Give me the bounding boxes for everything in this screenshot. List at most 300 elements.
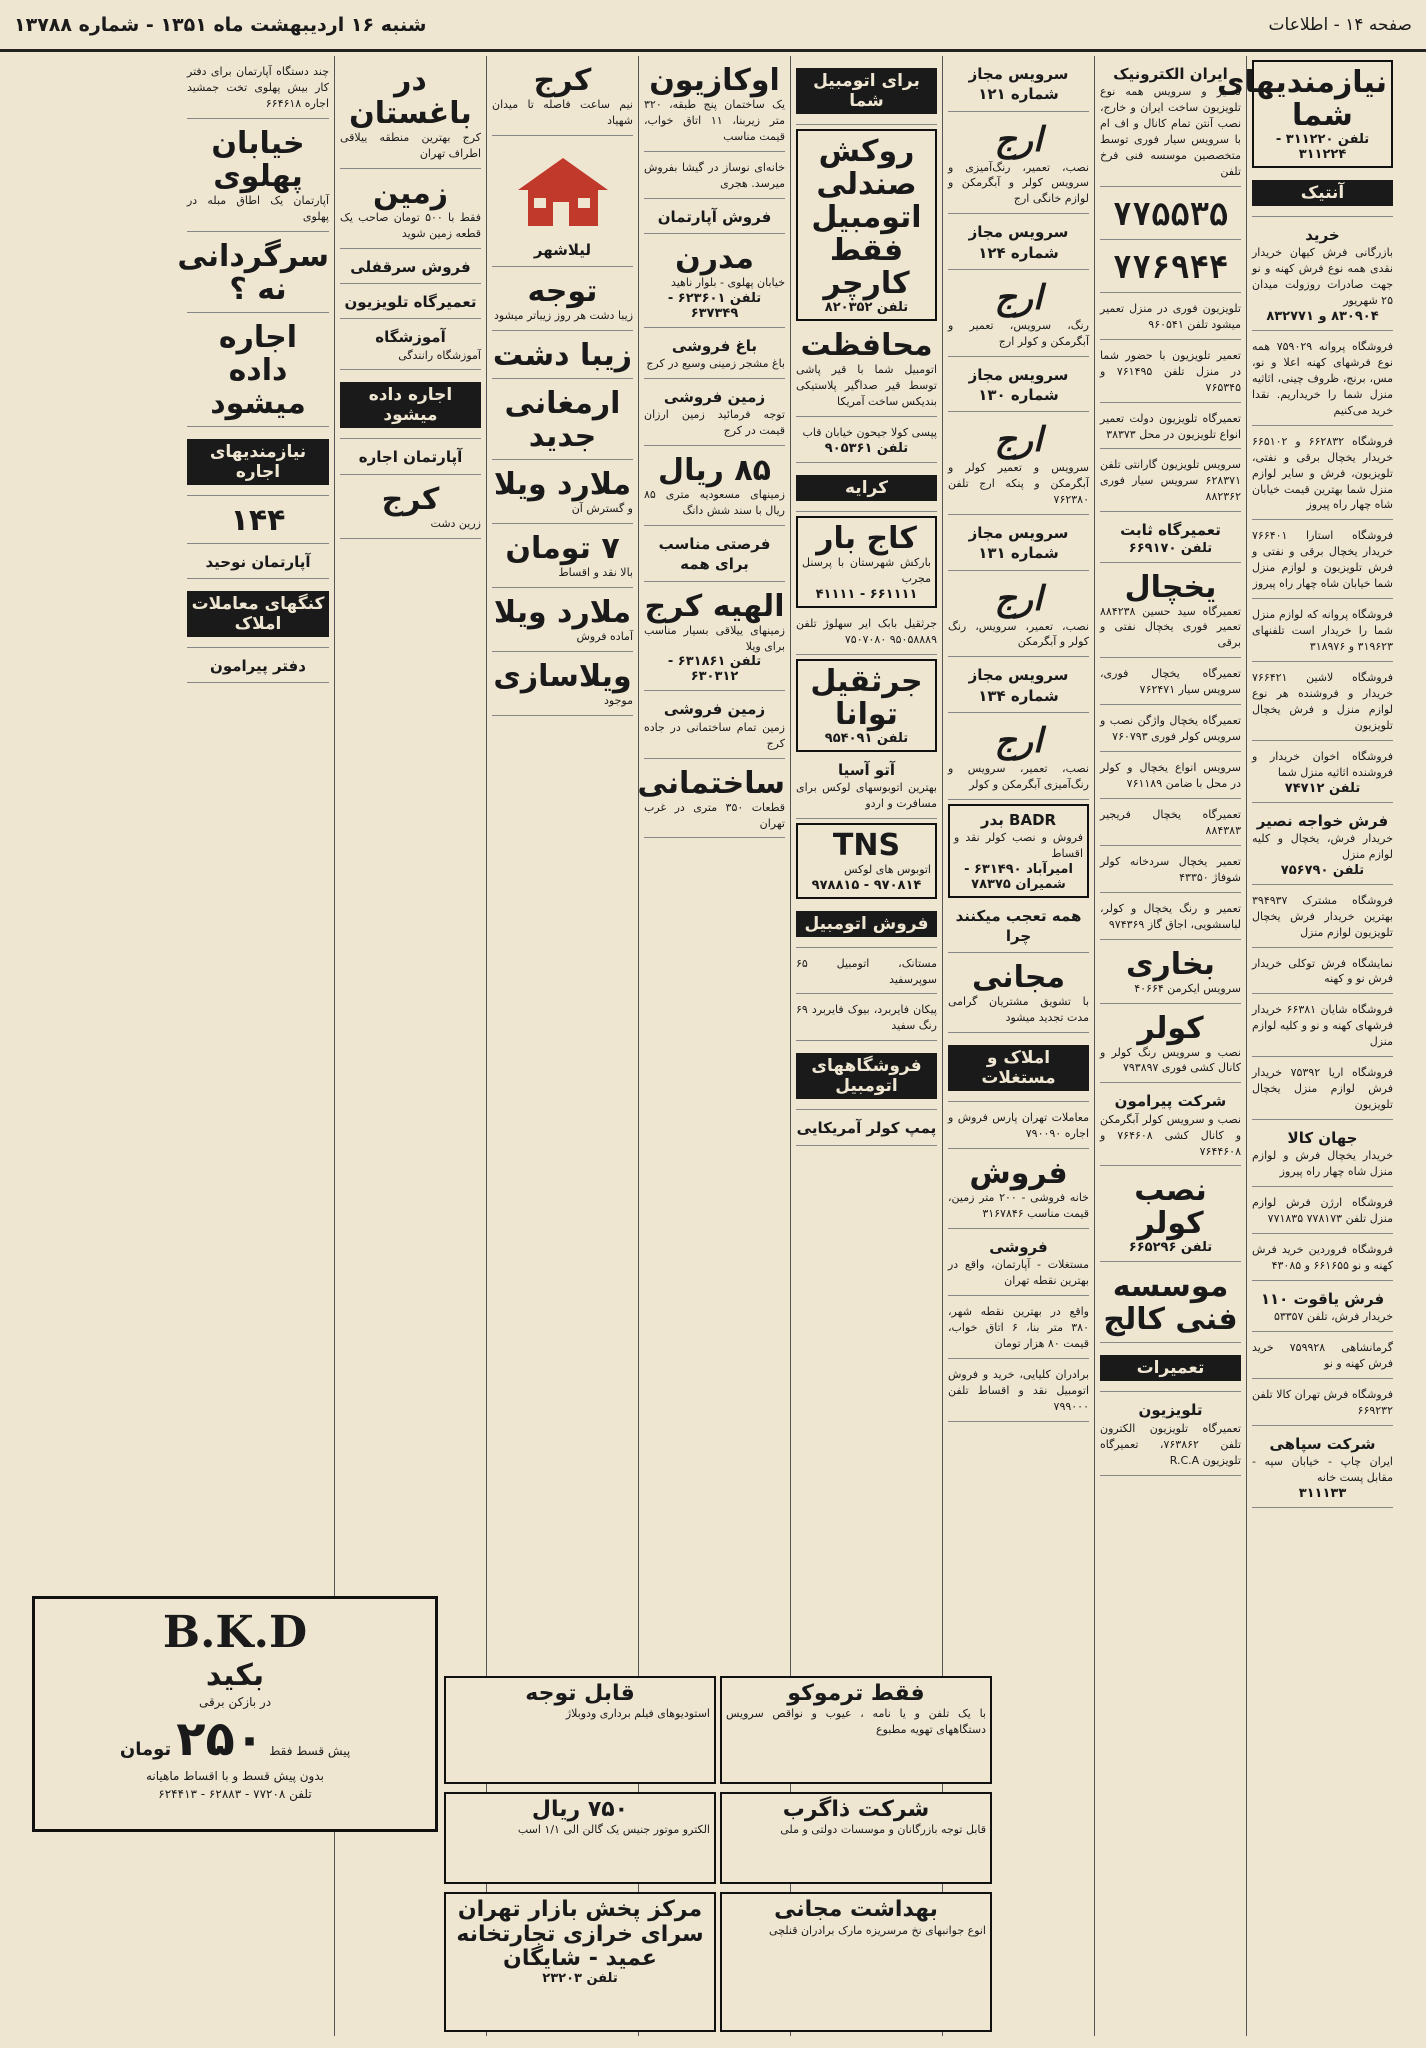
ad-title: بهداشت مجانی	[774, 1897, 938, 1923]
ad-title: سرویس مجاز شماره ۱۳۴	[968, 666, 1069, 705]
classified-ad	[948, 218, 1089, 270]
classified-ad	[948, 1363, 1089, 1422]
ad-body: فروشگاه فروردین خرید فرش کهنه و نو ۶۶۱۶۵۵ و ۴۳۰۸۵	[1252, 1243, 1393, 1272]
ad-title: ساختمانی	[637, 765, 785, 801]
classified-ad	[1100, 191, 1241, 240]
classified-ad	[1252, 221, 1393, 331]
classified-ad	[1252, 1336, 1393, 1379]
ad-title: اوکازیون	[649, 63, 780, 98]
ad-phone: ۶۶۱۱۱۱ - ۴۱۱۱۱	[815, 586, 918, 602]
classified-ad	[1100, 407, 1241, 450]
classified-ad	[1252, 952, 1393, 995]
classified-ad	[1252, 998, 1393, 1057]
classified-ad	[492, 592, 633, 652]
classified-ad	[637, 763, 785, 839]
classified-ad	[1252, 1430, 1393, 1508]
bkd-subtitle: در بازکن برقی	[198, 1695, 272, 1709]
ad-title: زمین فروشی	[663, 388, 766, 407]
classified-ad	[948, 661, 1089, 713]
classified-ad	[187, 60, 329, 119]
ad-body: زمین تمام ساختمانی در جاده کرج	[644, 720, 785, 750]
classified-ad	[948, 957, 1089, 1033]
ad-phone: ۹۷۰۸۱۴ - ۹۷۸۸۱۵	[811, 877, 922, 893]
ad-body: نصب، تعمیر، سرویس و رنگ‌آمیزی آبگرمکن و کولر	[948, 761, 1089, 791]
classified-ad	[948, 60, 1089, 112]
ad-body: آپارتمان یک اطاق مبله در پهلوی	[187, 193, 329, 223]
ad-title: ارج	[994, 119, 1043, 160]
ad-title: کولر	[1137, 1010, 1204, 1046]
ad-title: فروش	[969, 1156, 1068, 1192]
classified-ad	[1100, 662, 1241, 705]
classified-ad	[644, 450, 785, 526]
classified-ad	[1252, 1238, 1393, 1281]
ad-title: زمین فروشی	[663, 700, 766, 719]
ad-body: واقع در بهترین نقطه شهر، ۳۸۰ متر بنا، ۶ اتاق خواب، قیمت ۸۰ هزار تومان	[948, 1305, 1089, 1350]
classified-ad	[1252, 172, 1393, 217]
ad-title: ارج	[994, 578, 1043, 619]
ad-title: نیازمندیهای اجاره	[187, 439, 329, 485]
classified-ad	[340, 60, 481, 169]
classified-ad	[1100, 850, 1241, 893]
ad-body: نصب و سرویس رنگ کولر و کانال کشی فوری ۷۹۳۸۹۷	[1100, 1045, 1241, 1075]
ad-body: آموزشگاه رانندگی	[398, 348, 481, 362]
classified-ad	[1252, 1191, 1393, 1234]
ad-title: آپارتمان نوحید	[205, 552, 311, 571]
classified-ad	[796, 1045, 937, 1110]
classified-ad	[948, 717, 1089, 800]
bkd-phones: تلفن ۷۷۲۰۸ - ۶۲۸۸۳ - ۶۲۴۴۱۳	[158, 1787, 312, 1801]
ad-body: سرویس ایکرمن ۴۰۶۶۴	[1134, 981, 1241, 995]
classified-ad	[1252, 1285, 1393, 1332]
ad-body: سرویس تلویزیون گارانتی تلفن ۶۲۸۳۷۱ سرویس سیار فوری ۸۸۲۳۶۲	[1100, 458, 1241, 504]
ad-title: لیلاشهر	[533, 240, 592, 259]
ad-body: ایران چاپ - خیابان سپه - مقابل پست خانه	[1252, 1455, 1393, 1484]
ad-title: ۷۵۰ ریال	[531, 1797, 629, 1823]
classified-ad	[1252, 1061, 1393, 1120]
ad-body: برادران کلیایی، خرید و فروش اتومبیل نقد و اقساط تلفن ۷۹۹۰۰۰	[948, 1367, 1089, 1413]
ad-body: فروشگاه اخوان خریدار و فروشنده اثاثیه منزل شما	[1252, 749, 1393, 779]
classified-ad	[340, 253, 481, 284]
classified-ad	[796, 756, 937, 819]
ad-title: مدرن	[675, 240, 754, 276]
classified-ad	[948, 416, 1089, 515]
ad-body: فروشگاه پروانه ۷۵۹۰۲۹ همه نوع فرشهای کهنه اعلا و نو، مس، برنج، ظروف چینی، اثاثیه منزل شما را خریداریم. نقدا خرید می‌کنیم	[1252, 340, 1393, 417]
classified-ad	[644, 383, 785, 446]
ad-body: فروشگاه لاشین ۷۶۶۴۲۱ خریدار و فروشنده هر نوع لوازم منزل و فرش یخچال تلویزیون	[1252, 670, 1393, 732]
ad-title: ۷ تومان	[505, 531, 620, 566]
ad-title: ارج	[994, 277, 1043, 318]
ad-body: مستغلات - آپارتمان، واقع در بهترین نقطه تهران	[948, 1258, 1089, 1288]
ad-title: جهان کالا	[1287, 1129, 1358, 1147]
classified-ad	[1100, 244, 1241, 293]
ad-body: فروش و نصب کولر نقد و اقساط	[954, 831, 1083, 860]
classified-ad	[1100, 344, 1241, 403]
ad-title: فروش اتومبیل	[796, 911, 937, 937]
ad-title: یخچال	[1124, 569, 1217, 605]
ad-title: آنتیک	[1252, 180, 1393, 206]
bkd-logo-fa: بکید	[205, 1658, 265, 1693]
ad-title: اجاره داده میشود	[210, 319, 306, 421]
classified-ad	[796, 952, 937, 995]
ad-body: نیم ساعت فاصله تا میدان شهیاد	[492, 98, 633, 127]
ad-title: محافظت	[800, 328, 933, 363]
ad-body: اتومبیل شما با قیر پاشی توسط قیر صداگیر پلاستیکی بندیکس ساخت آمریکا	[796, 363, 937, 408]
classified-ad	[796, 325, 937, 417]
bottom-ad	[720, 1892, 992, 2032]
ad-title: ویلاسازی	[493, 658, 632, 694]
ad-title: سرویس مجاز شماره ۱۳۰	[968, 365, 1069, 404]
ad-body: نمایشگاه فرش توکلی خریدار فرش نو و کهنه	[1252, 956, 1393, 986]
bkd-logo: B.K.D	[162, 1607, 308, 1658]
ad-body: تعمیرگاه سید حسین ۸۸۴۲۳۸ تعمیر فوری یخچال نفتی و برقی	[1100, 604, 1241, 650]
ad-title: کاج بار	[816, 520, 917, 556]
classified-ad	[644, 332, 785, 379]
ad-body: رنگ، سرویس، تعمیر و آبگرمکن و کولر ارج	[948, 318, 1089, 348]
bottom-ads	[444, 1676, 992, 2036]
ad-title: فروش سرقفلی	[350, 257, 471, 276]
classified-ad	[1252, 666, 1393, 741]
issue-date: شنبه ۱۶ اردیبهشت ماه ۱۳۵۱ - شماره ۱۳۷۸۸	[14, 13, 427, 36]
ad-title: کنگهای معاملات املاک	[187, 591, 329, 637]
classified-ad	[796, 60, 937, 125]
ad-title: شرکت سپاهی	[1269, 1434, 1376, 1453]
ad-title: توجه	[527, 274, 598, 310]
bottom-ad	[444, 1676, 716, 1784]
classified-ad	[948, 804, 1089, 898]
classified-ad	[492, 271, 633, 331]
ad-title: برای اتومبیل شما	[796, 68, 937, 114]
ad-body: الکترو موتور جنیس یک گالن الی ۱/۱ اسب	[517, 1823, 710, 1837]
ad-title: آپارتمان اجاره	[358, 448, 463, 467]
ad-phone: تلفن ۳۱۱۲۲۰ - ۳۱۱۲۲۴	[1275, 132, 1370, 162]
classified-ad	[948, 361, 1089, 413]
ad-title: باغ فروشی	[671, 336, 758, 355]
ad-body: باغ مشجر زمینی وسیع در کرج	[646, 357, 785, 371]
classified-ad	[1100, 453, 1241, 512]
classified-ad	[644, 695, 785, 758]
classified-ad	[492, 383, 633, 460]
classified-ad	[1252, 603, 1393, 662]
bkd-price: ۲۵۰	[176, 1711, 265, 1767]
ad-title: ملارد ویلا	[493, 467, 632, 503]
ad-title: دفتر پیرامون	[210, 656, 306, 675]
classified-ad	[796, 421, 937, 463]
classified-ad	[796, 659, 937, 752]
bkd-currency: تومان	[119, 1739, 172, 1760]
ad-phone: تلفن ۹۰۵۳۶۱	[824, 440, 909, 456]
ad-body: توجه فرمائید زمین ارزان قیمت در کرج	[644, 408, 785, 438]
ad-title: سرگردانی نه ؟	[177, 238, 329, 307]
classified-ad	[1252, 430, 1393, 521]
ad-title: فقط ترموکو	[787, 1681, 925, 1706]
ad-body: تعمیر و سرویس همه نوع تلویزیون ساخت ایران و خارج، نصب آنتن تمام کانال و اف ام با سرویس سیار فوری توسط متخصصین موسسه فنی فرخ تلفن	[1100, 85, 1241, 178]
page-label: صفحه ۱۴ - اطلاعات	[1268, 14, 1412, 35]
ad-body: تعمیر تلویزیون با حضور شما در منزل تلفن ۷۶۱۴۹۵ و ۷۶۵۳۴۵	[1100, 348, 1241, 394]
bottom-ad	[720, 1792, 992, 1884]
ad-title: نیازمندیهای شما	[1216, 65, 1387, 133]
ad-title: ایران الکترونیک	[1113, 65, 1228, 83]
classified-ad	[1100, 944, 1241, 1004]
bkd-ad	[32, 1596, 438, 1832]
ad-body: خیابان پهلوی - بلوار ناهید	[670, 275, 785, 289]
ad-body: خانه فروشی - ۲۰۰ متر زمین، قیمت مناسب ۳۱۶۷۸۴۶	[948, 1191, 1089, 1221]
bottom-ad	[444, 1892, 716, 2032]
classified-ad	[1252, 889, 1393, 948]
ad-title: کرج	[533, 63, 592, 98]
ad-body: فروشگاه استارا ۷۶۶۴۰۱ خریدار یخچال برقی و نفتی و فرش تلویزیون و لوازم منزل شما خیابان شاه چهار راه پیروز	[1252, 529, 1393, 591]
bottom-ad	[444, 1792, 716, 1884]
ad-body: بازرگانی فرش کیهان خریدار نقدی همه نوع فرش کهنه و نو جهت صادرات روزولت میدان ۲۵ شهریور	[1252, 246, 1393, 308]
ad-title: ارج	[994, 420, 1043, 461]
house-icon	[508, 150, 618, 230]
ad-title: تعمیرگاه تلویزیون	[344, 293, 477, 311]
classified-ad	[1252, 524, 1393, 599]
classified-ad	[492, 656, 633, 716]
ad-body: و گسترش آن	[571, 502, 633, 516]
classified-ad	[187, 583, 329, 648]
ad-body: نصب، تعمیر، رنگ‌آمیزی و سرویس کولر و آبگرمکن و لوازم خانگی ارج	[948, 160, 1089, 206]
ad-title: فروشگاههای اتومبیل	[796, 1053, 937, 1099]
ad-body: فروشگاه اریا ۷۵۳۹۲ خریدار فرش لوازم منزل یخچال تلویزیون	[1252, 1066, 1393, 1112]
classified-ad	[1100, 803, 1241, 846]
ad-body: آماده فروش	[576, 629, 633, 643]
ad-phone: امیرآباد ۶۳۱۴۹۰ - شمیران ۷۸۳۷۵	[964, 861, 1073, 892]
ad-title: تلویزیون	[1138, 1401, 1203, 1420]
ad-title: تعمیرات	[1100, 1355, 1241, 1381]
classified-ad	[1100, 1170, 1241, 1262]
classified-ad	[1100, 756, 1241, 799]
ad-title: فرش خواجه نصیر	[1256, 811, 1389, 830]
ad-body: خانه‌ای نوساز در گیشا بفروش میرسد. هجری	[644, 160, 785, 190]
classified-ad	[492, 335, 633, 379]
classified-ad	[492, 140, 633, 267]
ad-title: فرش یاقوت ۱۱۰	[1260, 1289, 1385, 1308]
ad-title: مجانی	[971, 960, 1066, 996]
ad-body: چند دستگاه آپارتمان برای دفتر کار بیش پهلوی تخت جمشید اجاره ۶۶۴۶۱۸	[187, 65, 329, 110]
ad-body: گرمانشاهی ۷۵۹۹۲۸ خرید فرش کهنه و نو	[1252, 1341, 1393, 1370]
classified-ad	[1100, 1087, 1241, 1166]
ad-body: زمینهای ییلاقی بسیار مناسب برای ویلا	[644, 623, 785, 653]
classified-ad	[1100, 516, 1241, 562]
bottom-ad	[720, 1676, 992, 1784]
column-col1	[1216, 56, 1398, 2036]
ad-body: فروشگاه ۶۶۲۸۳۲ و ۶۶۵۱۰۲ خریدار یخچال برقی و نفتی، تلویزیون، فرش و سایر لوازم منزل شما بهترین قیمت خیابان شاه چهار راه پیروز	[1252, 434, 1394, 512]
ad-title: ۱۴۴	[230, 502, 286, 538]
ad-body: یک ساختمان پنج طبقه، ۳۲۰ متر زیربنا، ۱۱ اتاق خواب، قیمت مناسب	[644, 98, 785, 143]
classified-ad	[948, 1300, 1089, 1359]
ad-body: پیکان فایربرد، بیوک فایربرد ۶۹ رنگ سفید	[796, 1003, 937, 1033]
ad-title: املاک و مستغلات	[948, 1045, 1089, 1091]
classified-ad	[340, 479, 481, 539]
classified-ad	[644, 530, 785, 582]
ad-phone: تلفن ۹۵۴۰۹۱	[824, 730, 909, 746]
ad-body: تعمیرگاه یخچال واژگن نصب و سرویس کولر فوری ۷۶۰۷۹۳	[1100, 714, 1241, 744]
classified-ad	[1100, 567, 1241, 659]
ad-body: سرویس و تعمیر کولر و آبگرمکن و پنکه ارج تلفن ۷۶۲۳۸۰	[948, 461, 1089, 507]
classified-ad	[340, 443, 481, 474]
ad-body: کرج بهترین منطقه ییلاقی اطراف تهران	[340, 131, 481, 160]
classified-ad	[796, 1114, 937, 1145]
ad-title: BADR بدر	[980, 810, 1057, 829]
ad-body: تعمیرگاه یخچال فریجیر ۸۸۴۳۸۳	[1100, 807, 1241, 837]
ad-title: پمپ کولر آمریکایی	[796, 1119, 937, 1138]
classified-ad	[796, 129, 937, 321]
classified-ad	[1252, 1124, 1393, 1187]
ad-title: آموزشگاه	[375, 328, 446, 347]
ad-phone: تلفن ۸۲۰۳۵۲	[824, 300, 909, 315]
ad-title: قابل توجه	[525, 1681, 635, 1706]
bkd-line1: بدون پیش قسط و با اقساط ماهیانه	[145, 1769, 324, 1783]
ad-body: نصب و سرویس کولر آبگرمکن و کانال کشی ۷۶۴۶۰۸ و ۷۶۴۴۶۰۸	[1100, 1112, 1242, 1158]
ad-title: همه تعجب میکنند چرا	[955, 906, 1082, 946]
ad-title: موسسه فنی کالج	[1103, 1269, 1238, 1338]
classified-ad	[1252, 335, 1393, 426]
classified-ad	[1100, 60, 1241, 187]
ad-body: انوع جوانبهای نخ مرسریزه مارک برادران قنلچی	[768, 1923, 986, 1937]
ad-title: ملارد ویلا	[493, 594, 632, 630]
ad-phone: تلفن ۷۵۶۷۹۰	[1280, 862, 1365, 878]
ad-title: سرویس مجاز شماره ۱۳۱	[968, 524, 1069, 563]
ad-title: جرثقیل توانا	[810, 663, 923, 732]
classified-ad	[1252, 745, 1393, 803]
classified-ad	[948, 575, 1089, 658]
page-header	[0, 0, 1426, 52]
ad-body: فروشگاه ارژن فرش لوازم منزل تلفن ۷۷۸۱۷۳ ۷۷۱۸۳۵	[1252, 1196, 1393, 1226]
classified-ad	[187, 652, 329, 683]
classified-ad	[340, 173, 481, 249]
ad-body: تعمیرگاه تلویزیون دولت تعمیر انواع تلویزیون در محل ۳۸۳۷۳	[1100, 411, 1241, 441]
ad-title: تعمیرگاه ثابت	[1120, 521, 1221, 540]
ad-title: ۷۷۵۵۳۵	[1112, 194, 1229, 233]
ad-body: تعمیر و رنگ یخچال و کولر، لباسشویی، اجاق گاز ۹۷۴۳۶۹	[1100, 901, 1241, 931]
ad-body: زیبا دشت هر روز زیباتر میشود	[493, 309, 633, 323]
classified-ad	[644, 586, 785, 692]
ad-title: مرکز پخش بازار تهران سرای خرازی تجارتخانه عمید - شایگان	[456, 1897, 704, 1971]
classified-ad	[177, 236, 329, 313]
classified-ad	[187, 431, 329, 496]
ad-phone: ۳۱۱۱۳۳	[1298, 1485, 1347, 1501]
classified-ad	[187, 317, 329, 427]
classified-ad	[948, 116, 1089, 215]
classified-ad	[948, 902, 1089, 954]
ad-body: خریدار فرش، یخچال و کلیه لوازم منزل	[1252, 831, 1393, 861]
ad-phone: تلفن ۲۳۲۰۳	[542, 1970, 618, 1986]
classified-ad	[1252, 807, 1393, 885]
bkd-price-prefix: پیش قسط فقط	[269, 1744, 351, 1758]
ad-title: خیابان پهلوی	[211, 125, 305, 194]
ad-body: قابل توجه بازرگانان و موسسات دولتی و ملی	[780, 1823, 986, 1837]
ad-body: فروشگاه فرش تهران کالا تلفن ۶۶۹۲۳۲	[1252, 1387, 1393, 1417]
ad-phone: تلفن ۷۴۷۱۲	[1284, 780, 1361, 796]
ad-body: با یک تلفن و یا نامه ، عیوب و نواقص سرویس دستگاههای تهویه مطبوع	[726, 1707, 986, 1737]
classified-ad	[1100, 1347, 1241, 1392]
classified-ad	[187, 548, 329, 579]
ad-body: تعمیرگاه تلویزیون الکترون تلفن ۷۶۳۸۶۲، تعمیرگاه تلویزیون R.C.A	[1100, 1421, 1242, 1467]
ad-body: مستانک، اتومبیل ۶۵ سوپرسفید	[796, 956, 937, 986]
ad-body: پپسی کولا جیحون خیابان قاب	[802, 425, 937, 439]
ad-body: تعمیر یخچال سردخانه کولر شوفاژ ۴۳۳۵۰	[1100, 854, 1241, 884]
ad-title: زمین	[372, 175, 449, 211]
ad-title: کرج	[381, 481, 440, 517]
ad-title: سرویس مجاز شماره ۱۲۴	[968, 223, 1069, 262]
classified-ad	[796, 823, 937, 899]
ad-title: ۸۵ ریال	[658, 453, 771, 489]
ad-title: فرصتی مناسب برای همه	[658, 535, 771, 574]
ad-title: فروشی	[989, 1238, 1048, 1256]
ad-body: بالا نقد و اقساط	[558, 566, 633, 579]
ad-body: موجود	[604, 693, 633, 707]
classified-ad	[644, 238, 785, 328]
classified-ad	[1100, 297, 1241, 340]
ad-body: فقط با ۵۰۰ تومان صاحب یک قطعه زمین شوید	[340, 210, 481, 240]
ad-title: روکش صندلی اتومبیل فقط کارچر	[811, 134, 922, 301]
ad-title: الهیه کرج	[644, 588, 785, 624]
classified-ad	[1216, 60, 1393, 168]
ad-title: کرایه	[796, 475, 937, 501]
ad-body: نصب، تعمیر، سرویس، رنگ کولر و آبگرمکن	[948, 619, 1089, 649]
classified-ad	[796, 903, 937, 948]
ad-title: نصب کولر	[1134, 1173, 1207, 1242]
ad-body: تلویزیون فوری در منزل تعمیر میشود تلفن ۹۶۰۵۴۱	[1100, 301, 1241, 331]
ad-title: خرید	[1305, 226, 1340, 244]
ad-title: زیبا دشت	[492, 338, 633, 374]
ad-body: اتوبوس های لوکس	[843, 862, 931, 876]
column-col2	[1094, 56, 1246, 2036]
classified-ad	[948, 1106, 1089, 1149]
ad-body: سرویس انواع یخچال و کولر در محل با ضامن ۷۶۱۱۸۹	[1100, 761, 1241, 790]
ad-body: با تشویق مشتریان گرامی مدت تجدید میشود	[948, 995, 1089, 1025]
classified-ad	[492, 464, 633, 524]
classified-ad	[644, 156, 785, 199]
classified-ad	[644, 203, 785, 234]
ad-title: بخاری	[1126, 946, 1215, 982]
classified-ad	[340, 323, 481, 370]
ad-title: ارج	[994, 720, 1043, 761]
classified-ad	[1100, 709, 1241, 752]
ad-body: خریدار فرش، تلفن ۵۳۳۵۷	[1273, 1310, 1393, 1324]
ad-body: استودیوهای فیلم برداری ودوبلاژ	[565, 1707, 710, 1721]
classified-ad	[1100, 1396, 1241, 1475]
ad-title: ارمغانی جدید	[504, 386, 621, 455]
classified-ad	[796, 998, 937, 1041]
ad-body: بهترین اتوبوسهای لوکس برای مسافرت و اردو	[796, 780, 937, 810]
ad-body: جرثقیل بابک ایر سهلوژ تلفن ۹۵۰۵۸۸۸۹ ۷۵۰۷۰۸۰	[796, 616, 937, 646]
ad-title: ۷۷۶۹۴۴	[1112, 247, 1229, 286]
ad-phone: تلفن ۶۶۵۲۹۶	[1128, 1240, 1213, 1256]
classified-ad	[1100, 1008, 1241, 1084]
ad-body: زمینهای مسعودیه متری ۸۵ ریال با سند شش دانگ	[644, 488, 785, 518]
ad-phone: تلفن ۶۲۳۶۰۱ - ۶۳۷۳۴۹	[667, 290, 762, 321]
classified-ad	[948, 274, 1089, 357]
classified-ad	[1100, 1266, 1241, 1343]
classified-ad	[948, 1233, 1089, 1296]
ad-phone: ۸۳۰۹۰۴ و ۸۳۲۷۷۱	[1266, 309, 1379, 324]
ad-title: سرویس مجاز شماره ۱۲۱	[968, 65, 1069, 104]
ad-body: خریدار یخچال فرش و لوازم منزل شاه چهار راه پیروز	[1252, 1149, 1393, 1179]
classified-ad	[187, 123, 329, 232]
classified-ad	[340, 374, 481, 439]
ad-body: فروشگاه پروانه که لوازم منزل شما را خریدار است تلفنهای ۳۱۹۶۲۳ و ۳۱۸۹۷۶	[1252, 608, 1393, 653]
ad-body: فروشگاه شایان ۶۶۳۸۱ خریدار فرشهای کهنه و نو و کلیه لوازم منزل	[1252, 1003, 1393, 1049]
ad-title: در باغستان	[349, 63, 472, 131]
ad-body: معاملات تهران پارس فروش و اجاره ۷۹۰۰۹۰	[948, 1111, 1089, 1141]
ad-body: بارکش شهرستان با پرسنل مجرب	[802, 555, 931, 585]
ad-body: زرین دشت	[430, 516, 481, 530]
ad-title: شرکت پیرامون	[1114, 1092, 1227, 1111]
ad-title: شرکت ذاگرب	[782, 1797, 930, 1823]
ad-body: قطعات ۳۵۰ متری در غرب تهران	[644, 800, 785, 830]
ad-title: اجاره داده میشود	[340, 382, 481, 428]
